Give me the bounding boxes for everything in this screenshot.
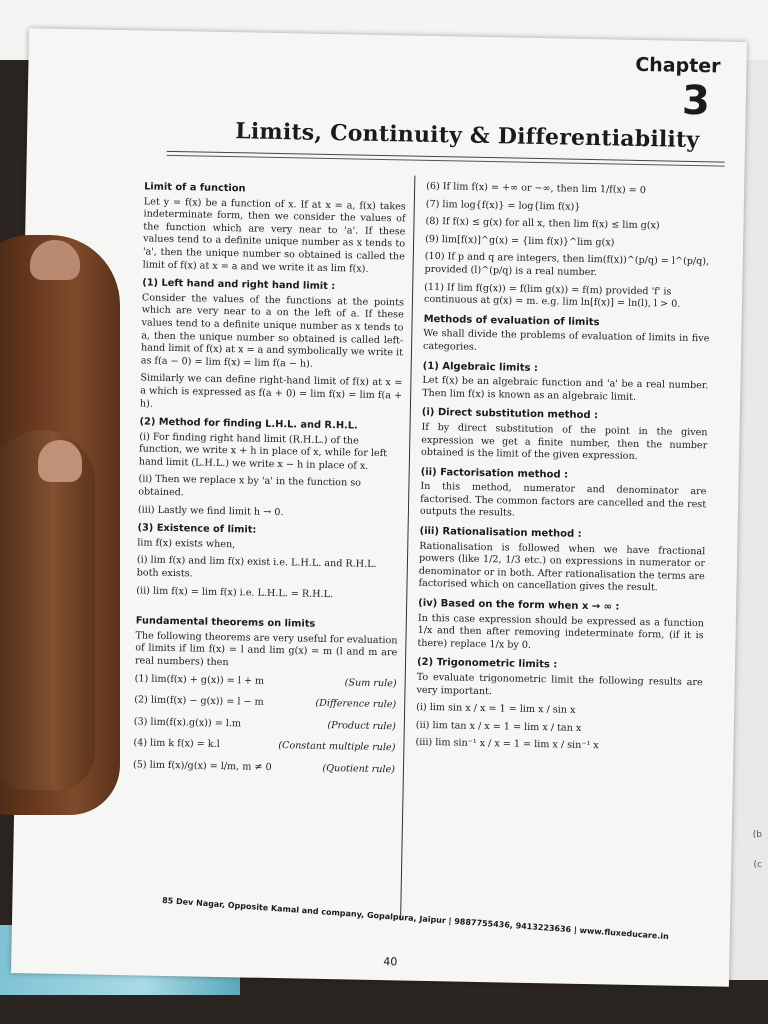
rule-row: [133, 738, 395, 756]
rule-name: (Difference rule): [315, 698, 397, 711]
rule-formula: (1) lim(f(x) + g(x)) = l + m: [134, 672, 265, 687]
page-number: 40: [383, 955, 398, 969]
chapter-number: 3: [681, 77, 711, 125]
section-heading: (2) Trigonometric limits :: [416, 657, 558, 671]
rule-name: (Quotient rule): [322, 762, 396, 776]
section-heading: (iii) Rationalisation method :: [419, 525, 582, 540]
list-item: (6) If lim f(x) = +∞ or −∞, then lim 1/f(x) = 0: [426, 180, 647, 197]
list-item: (ii) Then we replace x by 'a' in the function so obtained.: [138, 473, 362, 499]
finger-nail: [38, 440, 82, 482]
paragraph: The following theorems are very useful for evaluation of limits if lim f(x) = l and lim g(x) = m (l and m are real numbers) then: [134, 630, 398, 669]
list-item: (iii) Lastly we find limit h → 0.: [137, 504, 284, 518]
paragraph: Let y = f(x) be a function of x. If at x = a, f(x) takes indeterminate form, then we consider the values of the function which are very near to 'a'. If these values tend to a definite unique number as x tends to 'a', then the unique number so obtained is called the limit of f(x) at x = a and we write it as lim f(x).: [142, 196, 406, 275]
finger: [0, 430, 95, 790]
adjacent-page-mark: (c: [753, 860, 762, 870]
rule-formula: (3) lim(f(x).g(x)) = l.m: [133, 716, 242, 730]
rule-row: [134, 716, 396, 734]
right-column: [415, 181, 712, 760]
list-item: (i) lim sin x / x = 1 = lim x / sin x: [416, 701, 576, 716]
paragraph: In this method, numerator and denominator are factorised. The common factors are cancelled and the rest outputs the results.: [419, 481, 707, 520]
paragraph: We shall divide the problems of evaluation of limits in five categories.: [422, 328, 710, 353]
chapter-title: Limits, Continuity & Differentiability: [234, 118, 700, 154]
rule-row: [133, 759, 395, 777]
section-heading: (i) Direct substitution method :: [421, 407, 599, 422]
paragraph: Similarly we can define right-hand limit of f(x) at x = a which is expressed as f(a + 0) = lim f(x) = lim f(a + h).: [139, 372, 403, 410]
section-heading: (2) Method for finding L.H.L. and R.H.L.: [139, 416, 358, 432]
paragraph: In this case expression should be expressed as a function 1/x and then after removing indeterminate form, (if it is there) replace 1/x by 0.: [417, 612, 704, 651]
paragraph: lim f(x) exists when,: [137, 537, 236, 551]
book-page: [11, 28, 747, 987]
paragraph: Rationalisation is followed when we have fractional powers (like 1/2, 1/3 etc.) on expressions in numerator or denominator or in both. After rationalisation the terms are factorised which on cancellation gives the result.: [418, 540, 706, 594]
list-item: (8) If f(x) ≤ g(x) for all x, then lim f(x) ≤ lim g(x): [425, 216, 660, 232]
section-heading: (ii) Factorisation method :: [420, 466, 569, 481]
list-item: (11) If lim f(g(x)) = f(lim g(x)) = f(m) provided 'f' is continuous at g(x) = m. e.g. lim ln[f(x)] = ln(l), l > 0.: [423, 281, 681, 310]
list-item: (i) lim f(x) and lim f(x) exist i.e. L.H.L. and R.H.L. both exists.: [136, 554, 377, 580]
section-heading: Fundamental theorems on limits: [135, 615, 316, 631]
paragraph: Consider the values of the functions at the points which are very near to a on the left of a. If these values tend to a definite unique number as x tends to a, then the unique number so obtained is called left-hand limit of f(x) at x = a and symbolically we write it as f(a − 0) = lim f(x) = lim f(a − h).: [140, 292, 405, 370]
rule-row: [135, 673, 397, 691]
list-item: (10) If p and q are integers, then lim(f(x))^(p/q) = l^(p/q), provided (l)^(p/q) is a real number.: [424, 251, 710, 279]
left-column: [133, 175, 407, 785]
rule-row: [134, 695, 396, 713]
section-heading: (3) Existence of limit:: [137, 522, 257, 536]
rule-name: (Product rule): [327, 719, 396, 733]
rule-formula: (4) lim k f(x) = k.l: [133, 737, 220, 751]
list-item: (ii) lim tan x / x = 1 = lim x / tan x: [415, 719, 582, 734]
paragraph: If by direct substitution of the point in the given expression we get a finite number, then the number obtained is the limit of the given expression.: [420, 421, 708, 463]
list-item: (ii) lim f(x) = lim f(x) i.e. L.H.L. = R.H.L.: [136, 584, 334, 600]
section-heading: (1) Algebraic limits :: [422, 360, 539, 374]
rule-formula: (2) lim(f(x) − g(x)) = l − m: [134, 694, 264, 709]
list-item: (7) lim log{f(x)} = log{lim f(x)}: [425, 198, 581, 213]
paragraph: To evaluate trigonometric limit the following results are very important.: [416, 671, 703, 697]
footer-address: 85 Dev Nagar, Opposite Kamal and company, Gopalpura, Jaipur | 9887755436, 9413223636 | www.fluxeducare.in: [161, 895, 670, 942]
list-item: (9) lim[f(x)]^g(x) = {lim f(x)}^lim g(x): [425, 233, 615, 249]
paragraph: Let f(x) be an algebraic function and 'a' be a real number. Then lim f(x) is known as an algebraic limit.: [422, 374, 709, 403]
section-heading: Methods of evaluation of limits: [423, 313, 600, 328]
section-heading: (iv) Based on the form when x → ∞ :: [418, 597, 620, 613]
section-heading: (1) Left hand and right hand limit :: [142, 277, 336, 293]
rule-name: (Constant multiple rule): [278, 740, 396, 754]
rule-formula: (5) lim f(x)/g(x) = l/m, m ≠ 0: [132, 759, 272, 773]
list-item: (iii) lim sin⁻¹ x / x = 1 = lim x / sin⁻¹ x: [415, 737, 599, 752]
adjacent-page-mark: (b: [752, 830, 762, 840]
rule-name: (Sum rule): [344, 676, 397, 689]
list-item: (i) For finding right hand limit (R.H.L.) of the function, we write x + h in place of x, while for left hand limit (L.H.L.) we write x − h in place of x.: [138, 431, 388, 472]
section-heading: Limit of a function: [144, 181, 246, 195]
chapter-label: Chapter: [635, 53, 721, 78]
